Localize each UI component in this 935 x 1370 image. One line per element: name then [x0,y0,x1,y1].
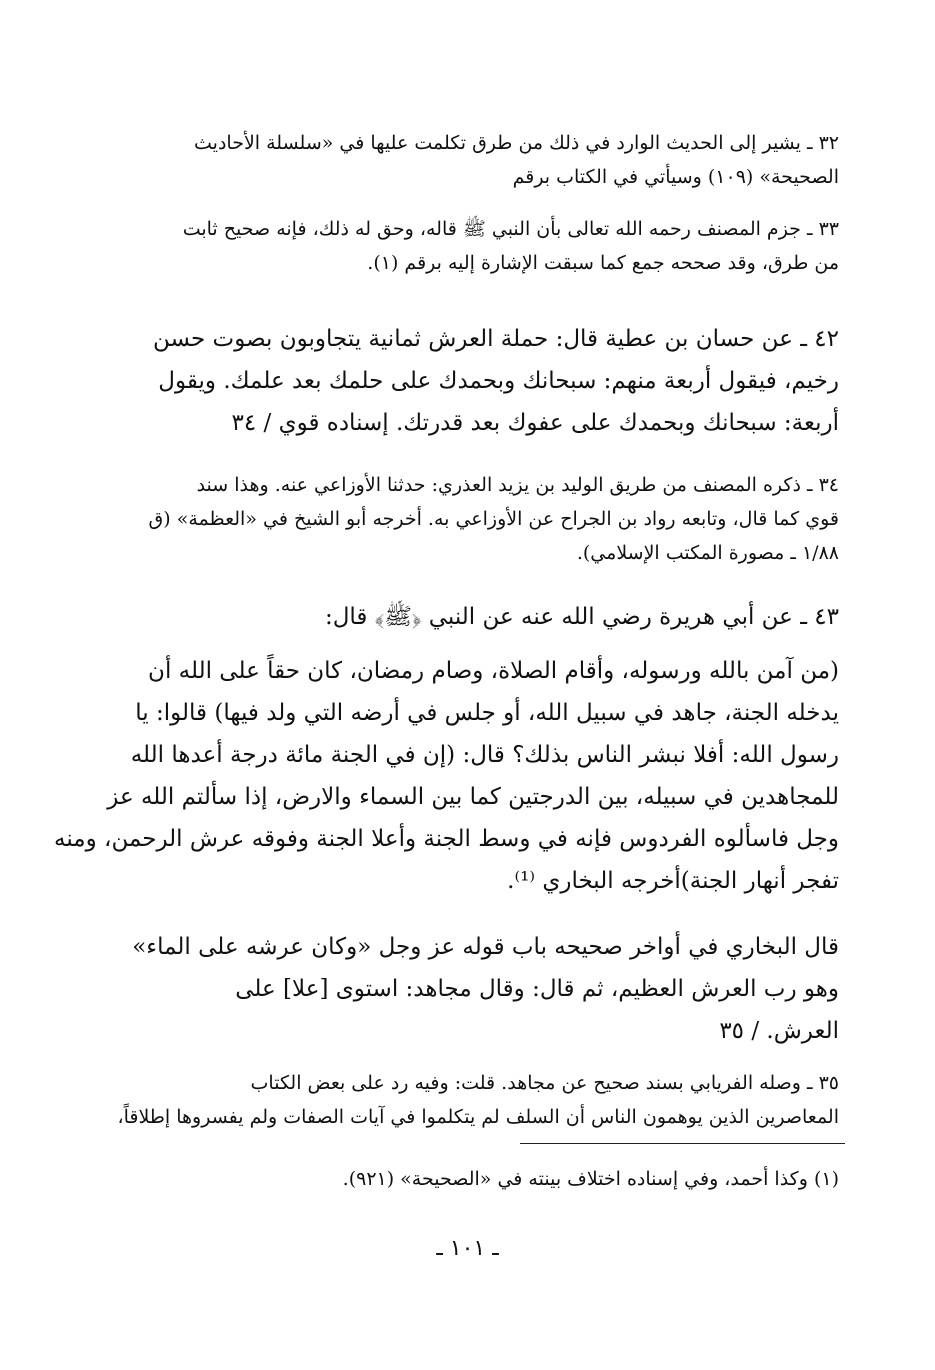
note-line: ٣٢ ـ يشير إلى الحديث الوارد في ذلك من طرق تكلمت عليها في «سلسلة الأحاديث [194,132,839,154]
footnote-separator [520,1143,845,1144]
paragraph-bukhari [132,926,839,1052]
page-number: ـ ١٠١ ـ [436,1236,499,1261]
note-33 [140,212,839,280]
note-line: قوي كما قال، وتابعه رواد بن الجراح عن الأوزاعي به. أخرجه أبو الشيخ في «العظمة» (ق [148,508,839,530]
text-line: وهو رب العرش العظيم، ثم قال: وقال مجاهد: استوى [علا] على [235,976,839,1002]
note-line: ١/٨٨ ـ مصورة المكتب الإسلامي). [576,542,839,564]
text-line: ٤٢ ـ عن حسان بن عطية قال: حملة العرش ثمانية يتجاوبون بصوت حسن [153,326,839,352]
paragraph-43-hadith [54,650,839,902]
note-32 [140,126,839,194]
note-line: الصحيحة» (١٠٩) وسيأتي في الكتاب برقم [512,166,839,188]
footnote [140,1162,839,1196]
text-line: رخيم، فيقول أربعة منهم: سبحانك وبحمدك على حلمك بعد علمك. ويقول [158,368,839,394]
text-line: العرش. / ٣٥ [719,1018,839,1044]
note-line: ٣٥ ـ وصله الفريابي بسند صحيح عن مجاهد. قلت: وفيه رد على بعض الكتاب [250,1072,839,1094]
paragraph-42 [140,318,839,444]
note-line: من طرق، وقد صححه جمع كما سبقت الإشارة إليه برقم (١). [367,252,839,274]
footnote-line: (١) وكذا أحمد، وفي إسناده اختلاف بينته في «الصحيحة» (٩٢١). [342,1168,839,1190]
text-line: تفجر أنهار الجنة)أخرجه البخاري ⁽¹⁾. [507,868,839,894]
note-34 [140,468,839,570]
text-line: رسول الله: أفلا نبشر الناس بذلك؟ قال: (إن في الجنة مائة درجة أعدها الله [130,742,839,768]
paragraph-43-heading [140,596,839,638]
note-line: ٣٣ ـ جزم المصنف رحمه الله تعالى بأن النبي ﷺ قاله، وحق له ذلك، فإنه صحيح ثابت [182,218,839,240]
text-line: وجل فاسألوه الفردوس فإنه في وسط الجنة وأعلا الجنة وفوقه عرش الرحمن، ومنه [54,826,839,852]
text-line: يدخله الجنة، جاهد في سبيل الله، أو جلس في أرضه التي ولد فيها) قالوا: يا [135,700,839,726]
note-35 [117,1066,839,1134]
text-line: (من آمن بالله ورسوله، وأقام الصلاة، وصام رمضان، كان حقاً على الله أن [148,658,839,684]
note-line: ٣٤ ـ ذكره المصنف من طريق الوليد بن يزيد العذري: حدثنا الأوزاعي عنه. وهذا سند [196,474,839,496]
text-line: قال البخاري في أواخر صحيحه باب قوله عز وجل «وكان عرشه على الماء» [132,934,839,960]
text-line: ٤٣ ـ عن أبي هريرة رضي الله عنه عن النبي ﴿ﷺ﴾ قال: [324,604,839,630]
text-line: للمجاهدين في سبيله، بين الدرجتين كما بين السماء والارض، إذا سألتم الله عز [107,784,839,810]
note-line: المعاصرين الذين يوهمون الناس أن السلف لم يتكلموا في آيات الصفات ولم يفسروها إطلاقاً، [117,1106,839,1128]
text-line: أربعة: سبحانك وبحمدك على عفوك بعد قدرتك. إسناده قوي / ٣٤ [231,410,839,436]
